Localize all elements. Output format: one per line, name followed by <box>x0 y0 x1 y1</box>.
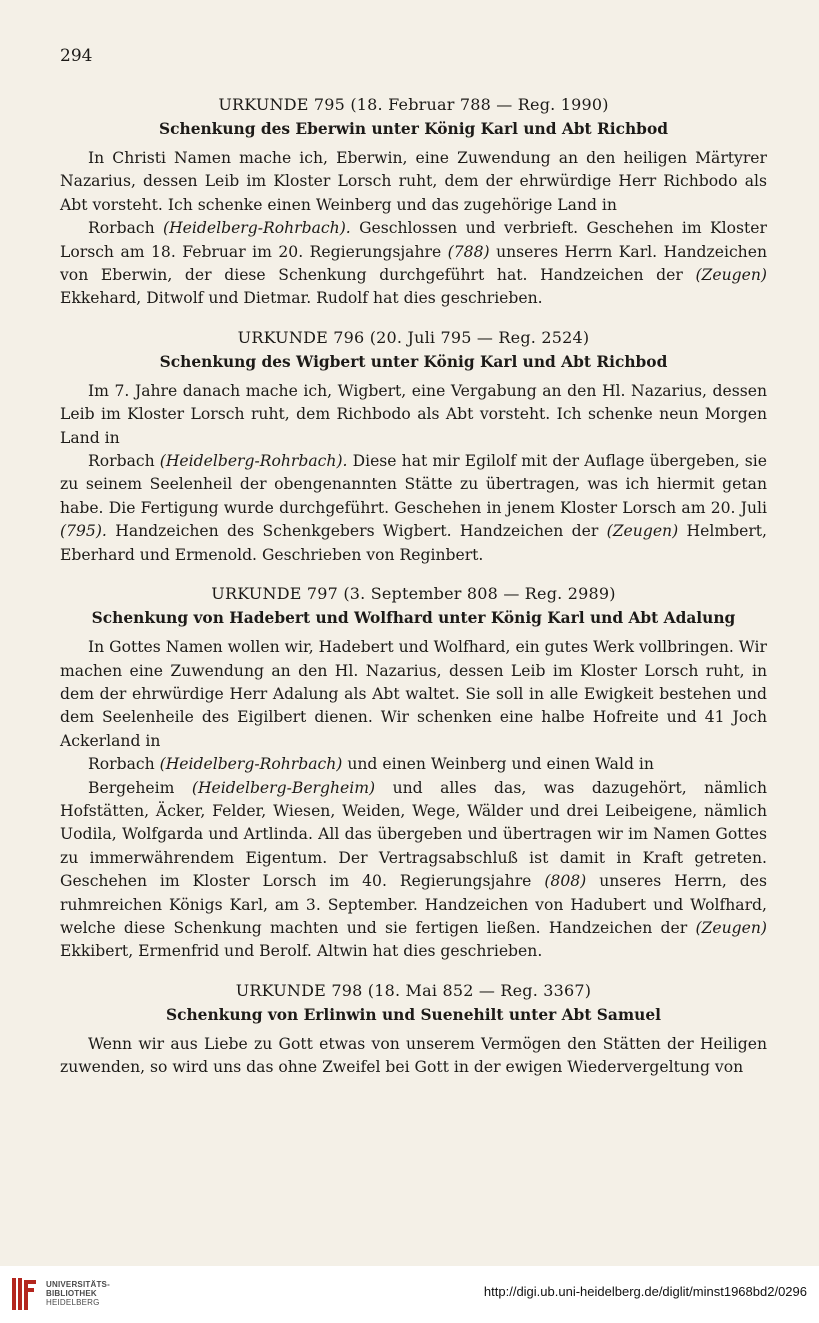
paragraph: In Gottes Namen wollen wir, Hadebert und Wolfhard, ein gutes Werk vollbringen. Wir machen eine Zuwendung an den Hl. Nazarius, dessen Leib im Kloster Lorsch ruht, in dem der ehrwürdige Herr Adalung als Abt waltet. Sie soll in alle Ewigkeit bestehen und dem Seelenheile des Eigilbert dienen. Wir schenken eine halbe Hofreite und 41 Joch Ackerland in <box>60 638 767 750</box>
logo-line: BIBLIOTHEK <box>46 1289 97 1298</box>
logo-line: HEIDELBERG <box>46 1298 100 1307</box>
document-subheading: Schenkung des Eberwin unter König Karl und Abt Richbod <box>159 120 668 138</box>
permalink-url[interactable]: http://digi.ub.uni-heidelberg.de/diglit/minst1968bd2/0296 <box>483 1284 807 1299</box>
paragraph <box>60 777 767 964</box>
witnesses-italic: (Zeugen) <box>695 266 767 285</box>
text-run: Ekkehard, Ditwolf und Dietmar. Rudolf hat dies geschrieben. <box>60 289 543 308</box>
text-run: und alles das, was dazugehört, nämlich Hofstätten, Äcker, Felder, Wiesen, Weiden, Wege, Wälder und drei Leibeigene, nämlich Uodila, Wolfgarda und Artlinda. All das übergeben und übertragen wir im Namen Gottes zu immerwährendem Eigentum. Der Vertragsabschluß ist damit in Kraft getreten. Geschehen im Kloster Lorsch im 40. Regierungsjahre <box>60 778 768 891</box>
year-italic: (788) <box>447 242 490 261</box>
document-heading: URKUNDE 798 (18. Mai 852 — Reg. 3367) <box>235 980 592 1000</box>
document-796 <box>60 325 767 567</box>
paragraph: Im 7. Jahre danach mache ich, Wigbert, eine Vergabung an den Hl. Nazarius, dessen Leib im Kloster Lorsch ruht, dem Richbodo als Abt vorsteht. Ich schenke neun Morgen Land in <box>60 381 767 447</box>
year-italic: (808) <box>544 872 587 891</box>
paragraph: In Christi Namen mache ich, Eberwin, eine Zuwendung an den heiligen Märtyrer Nazarius, dessen Leib im Kloster Lorsch ruht, dem der ehrwürdige Herr Richbodo als Abt vorsteht. Ich schenke einen Weinberg und das zugehörige Land in <box>60 149 767 214</box>
text-run: Rorbach <box>88 452 160 471</box>
place-name-italic: (Heidelberg-Bergheim) <box>191 778 376 797</box>
paragraph <box>60 217 767 311</box>
library-logo-icon <box>10 1274 40 1314</box>
page-content <box>60 92 767 1094</box>
year-italic: (795). <box>60 522 107 541</box>
paragraph <box>60 450 767 567</box>
document-heading: URKUNDE 795 (18. Februar 788 — Reg. 1990) <box>218 95 609 114</box>
text-run: Rorbach <box>88 755 160 774</box>
logo-line: UNIVERSITÄTS- <box>46 1280 110 1289</box>
document-795 <box>60 92 767 311</box>
viewer-footer <box>0 1266 819 1323</box>
page-number: 294 <box>60 46 93 66</box>
place-name-italic: (Heidelberg-Rohrbach). <box>159 452 348 471</box>
text-run: Diese hat mir Egilolf mit der Auflage übergeben, sie zu seinem Seelenheil der obengenannten Stätte zu übertragen, was ich hiermit getan habe. Die Fertigung wurde durchgeführt. Geschehen in jenem Kloster Lorsch am 20. Juli <box>60 452 767 517</box>
text-run: Rorbach <box>88 219 163 238</box>
document-subheading: Schenkung von Hadebert und Wolfhard unter König Karl und Abt Adalung <box>91 609 736 628</box>
document-subheading: Schenkung von Erlinwin und Suenehilt unter Abt Samuel <box>166 1005 661 1024</box>
text-run: unseres Herrn, des ruhmreichen Königs Karl, am 3. September. Handzeichen von Hadubert und Wolfhard, welche diese Schenkung machten und sie fertigen ließen. Handzeichen der <box>60 872 767 937</box>
witnesses-italic: (Zeugen) <box>695 918 767 937</box>
witnesses-italic: (Zeugen) <box>606 522 679 541</box>
text-run: und einen Weinberg und einen Wald in <box>342 755 654 774</box>
document-subheading: Schenkung des Wigbert unter König Karl und Abt Richbod <box>159 352 668 371</box>
place-name-italic: (Heidelberg-Rohrbach). <box>163 219 351 238</box>
text-run: Helmbert, Eberhard und Ermenold. Geschrieben von Reginbert. <box>60 522 768 564</box>
paragraph: Wenn wir aus Liebe zu Gott etwas von unserem Vermögen den Stätten der Heiligen zuwenden, so wird uns das ohne Zweifel bei Gott in der ewigen Wiedervergeltung von <box>60 1034 767 1077</box>
text-run: Ekkibert, Ermenfrid und Berolf. Altwin hat dies geschrieben. <box>60 942 543 961</box>
document-heading: URKUNDE 797 (3. September 808 — Reg. 2989) <box>211 584 616 604</box>
library-logo-text <box>46 1280 110 1307</box>
text-run: Geschlossen und verbrieft. Geschehen im Kloster Lorsch am 18. Februar im 20. Regierungsjahre <box>60 219 767 261</box>
place-name-italic: (Heidelberg-Rohrbach) <box>159 755 343 774</box>
text-run: Bergeheim <box>88 778 192 797</box>
document-797 <box>60 581 767 964</box>
text-run: Handzeichen des Schenkgebers Wigbert. Handzeichen der <box>106 522 607 541</box>
document-heading: URKUNDE 796 (20. Juli 795 — Reg. 2524) <box>237 327 590 347</box>
text-run: unseres Herrn Karl. Handzeichen von Eberwin, der diese Schenkung durchgeführt hat. Handzeichen der <box>60 242 767 285</box>
paragraph <box>60 753 767 776</box>
document-798 <box>60 978 767 1080</box>
